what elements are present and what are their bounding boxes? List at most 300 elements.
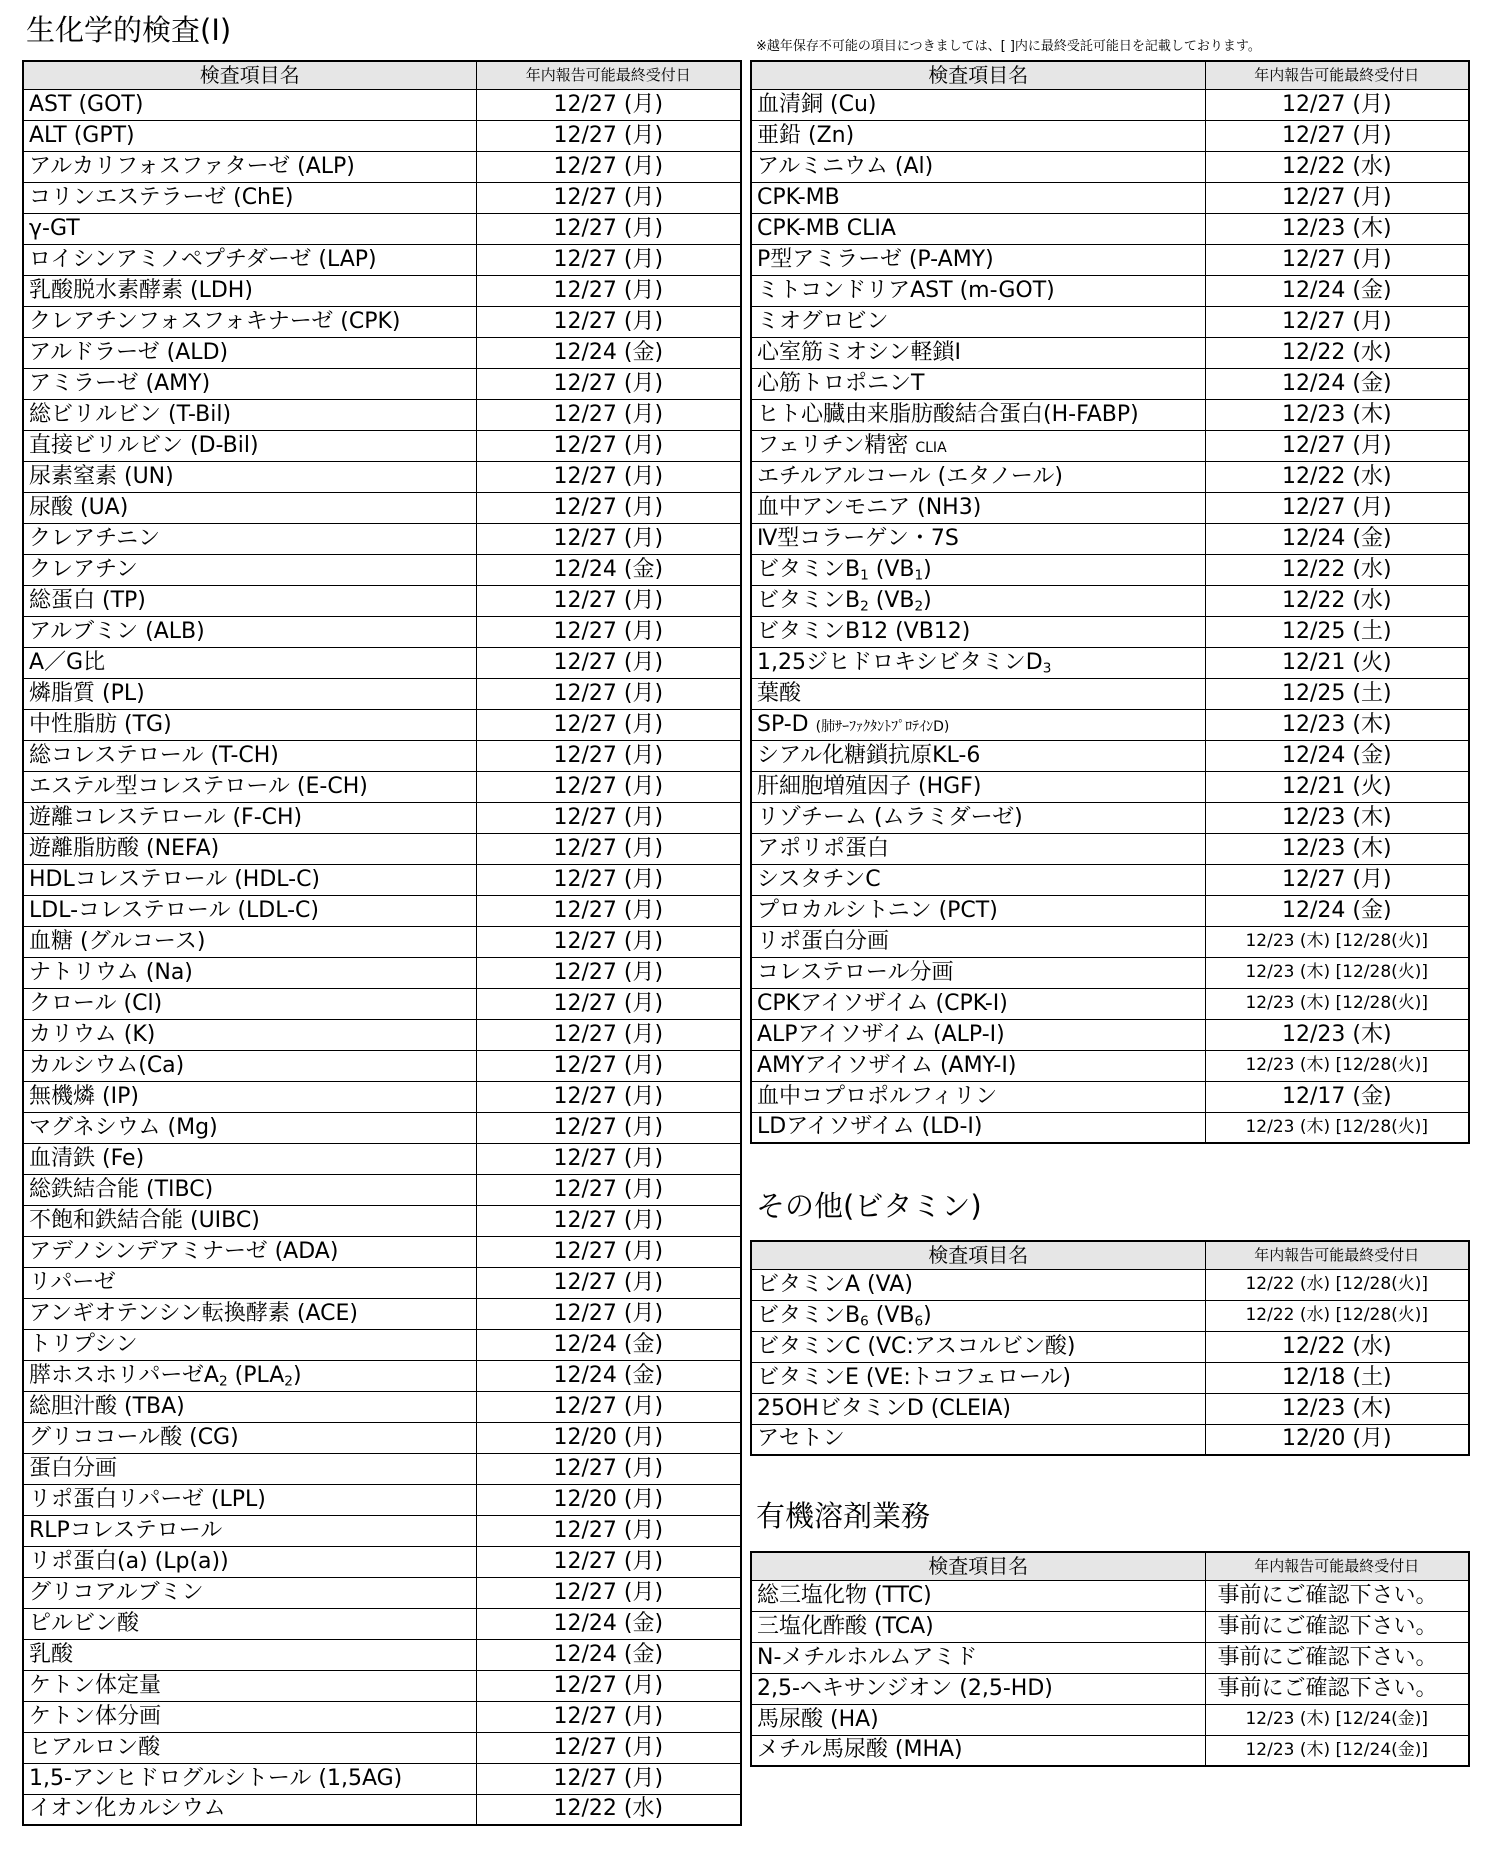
table-row (23, 461, 741, 492)
header-date: 年内報告可能最終受付日 (1205, 1241, 1469, 1269)
table-row (23, 833, 741, 864)
deadline-date: 12/22 (水) (1205, 461, 1469, 492)
table-row (23, 1701, 741, 1732)
table-row (751, 740, 1469, 771)
item-name: ケトン体定量 (23, 1670, 476, 1701)
table-row (23, 182, 741, 213)
item-name: コリンエステラーゼ (ChE) (23, 182, 476, 213)
table-row (23, 1515, 741, 1546)
item-name: ミトコンドリアAST (m-GOT) (751, 275, 1205, 306)
item-name-part: ビタミンB (757, 1302, 861, 1328)
deadline-date: 12/20 (月) (476, 1422, 741, 1453)
header-item: 検査項目名 (751, 61, 1205, 89)
item-name-part: 1,25ジヒドロキシビタミンD (757, 649, 1043, 675)
item-name: LDL-コレステロール (LDL-C) (23, 895, 476, 926)
deadline-date: 12/24 (金) (1205, 368, 1469, 399)
deadline-date: 12/22 (水) (1205, 585, 1469, 616)
item-name: CPKアイソザイム (CPK-Ⅰ) (751, 988, 1205, 1019)
deadline-date: 12/22 (水) (1205, 1331, 1469, 1362)
deadline-date: 12/27 (月) (476, 306, 741, 337)
deadline-date: 12/27 (月) (476, 1112, 741, 1143)
item-name: ケトン体分画 (23, 1701, 476, 1732)
item-name: 乳酸脱水素酵素 (LDH) (23, 275, 476, 306)
item-name: マグネシウム (Mg) (23, 1112, 476, 1143)
subscript: 2 (914, 597, 924, 614)
table-row (23, 1019, 741, 1050)
deadline-date: 12/27 (月) (476, 1763, 741, 1794)
deadline-date: 12/27 (月) (476, 1546, 741, 1577)
table-row (751, 1269, 1469, 1300)
table-row (23, 988, 741, 1019)
item-name: CPK-MB CLIA (751, 213, 1205, 244)
item-name: 葉酸 (751, 678, 1205, 709)
deadline-date: 12/27 (月) (476, 1298, 741, 1329)
item-name: ミオグロビン (751, 306, 1205, 337)
item-name: 血清鉄 (Fe) (23, 1143, 476, 1174)
deadline-date: 12/23 (木) (1205, 802, 1469, 833)
item-name: 馬尿酸 (HA) (751, 1704, 1205, 1735)
table-row (751, 275, 1469, 306)
table-row (751, 926, 1469, 957)
deadline-date: 12/27 (月) (476, 461, 741, 492)
table-row (751, 1642, 1469, 1673)
item-name (23, 1360, 476, 1391)
table-row (23, 1143, 741, 1174)
header-date: 年内報告可能最終受付日 (476, 61, 741, 89)
table-row (751, 895, 1469, 926)
deadline-date: 12/27 (月) (476, 1515, 741, 1546)
deadline-date: 12/27 (月) (476, 182, 741, 213)
table-row (23, 1298, 741, 1329)
item-name: 三塩化酢酸 (TCA) (751, 1611, 1205, 1642)
item-name: リポ蛋白(a) (Lp(a)) (23, 1546, 476, 1577)
deadline-date: 12/25 (土) (1205, 678, 1469, 709)
item-name: アポリポ蛋白 (751, 833, 1205, 864)
item-name: 25OHビタミンD (CLEIA) (751, 1393, 1205, 1424)
table-row (23, 1112, 741, 1143)
item-name: ビタミンB12 (VB12) (751, 616, 1205, 647)
item-name: 不飽和鉄結合能 (UIBC) (23, 1205, 476, 1236)
subscript: 1 (914, 566, 924, 583)
deadline-date: 12/27 (月) (476, 492, 741, 523)
deadline-date: 12/27 (月) (476, 1670, 741, 1701)
deadline-date: 12/27 (月) (476, 616, 741, 647)
item-name-part: (VB (868, 587, 915, 613)
item-name: イオン化カルシウム (23, 1794, 476, 1825)
table-row (751, 1112, 1469, 1143)
deadline-date: 12/25 (土) (1205, 616, 1469, 647)
table-row (751, 1393, 1469, 1424)
deadline-date: 12/27 (月) (1205, 306, 1469, 337)
item-name: P型アミラーゼ (P-AMY) (751, 244, 1205, 275)
item-name: 燐脂質 (PL) (23, 678, 476, 709)
table-row (23, 1267, 741, 1298)
deadline-date: 12/24 (金) (476, 554, 741, 585)
table-row (751, 1611, 1469, 1642)
item-name: ビタミンA (VA) (751, 1269, 1205, 1300)
table-row (751, 1019, 1469, 1050)
deadline-date: 12/27 (月) (476, 678, 741, 709)
vitamin-section-title: その他(ビタミン) (756, 1189, 982, 1223)
item-name: 尿酸 (UA) (23, 492, 476, 523)
table-row (23, 678, 741, 709)
item-name: 中性脂肪 (TG) (23, 709, 476, 740)
table-row (23, 213, 741, 244)
subscript: 2 (860, 597, 869, 614)
item-name: リパーゼ (23, 1267, 476, 1298)
deadline-date: 12/22 (水) [12/28(火)] (1205, 1300, 1469, 1331)
deadline-date: 12/27 (月) (476, 1236, 741, 1267)
item-name: メチル馬尿酸 (MHA) (751, 1735, 1205, 1766)
item-name: Ⅳ型コラーゲン・7S (751, 523, 1205, 554)
table-row (751, 1300, 1469, 1331)
subscript: 6 (860, 1312, 869, 1329)
deadline-date: 12/27 (月) (476, 1143, 741, 1174)
table-row (23, 1329, 741, 1360)
deadline-date: 12/27 (月) (476, 1050, 741, 1081)
item-name: クロール (Cl) (23, 988, 476, 1019)
table-row (23, 1422, 741, 1453)
item-name: エチルアルコール (エタノール) (751, 461, 1205, 492)
item-name: 総鉄結合能 (TIBC) (23, 1174, 476, 1205)
table-row (751, 1331, 1469, 1362)
item-name-note: (肺ｻｰﾌｧｸﾀﾝﾄﾌﾟﾛﾃｲﾝD) (815, 718, 950, 735)
item-name: ロイシンアミノペプチダーゼ (LAP) (23, 244, 476, 275)
item-name: ピルビン酸 (23, 1608, 476, 1639)
deadline-date: 12/27 (月) (476, 89, 741, 120)
deadline-date: 事前にご確認下さい。 (1205, 1580, 1469, 1611)
item-name: 心室筋ミオシン軽鎖Ⅰ (751, 337, 1205, 368)
table-row (751, 1362, 1469, 1393)
item-name: 直接ビリルビン (D-Bil) (23, 430, 476, 461)
table-row (751, 306, 1469, 337)
deadline-date: 12/27 (月) (1205, 864, 1469, 895)
table-row (23, 1236, 741, 1267)
item-name: 2,5-ヘキサンジオン (2,5-HD) (751, 1673, 1205, 1704)
header-date: 年内報告可能最終受付日 (1205, 61, 1469, 89)
table-row (751, 1081, 1469, 1112)
table-row (751, 151, 1469, 182)
main-title: 生化学的検査(Ⅰ) (26, 13, 232, 47)
item-name: 乳酸 (23, 1639, 476, 1670)
deadline-date: 12/23 (木) [12/28(火)] (1205, 957, 1469, 988)
deadline-date: 12/27 (月) (1205, 120, 1469, 151)
item-name: 総胆汁酸 (TBA) (23, 1391, 476, 1422)
table-row (751, 709, 1469, 740)
item-name: 肝細胞増殖因子 (HGF) (751, 771, 1205, 802)
item-name: AST (GOT) (23, 89, 476, 120)
item-name: 遊離コレステロール (F-CH) (23, 802, 476, 833)
deadline-date: 12/27 (月) (476, 647, 741, 678)
table-row (751, 988, 1469, 1019)
deadline-date: 12/27 (月) (476, 895, 741, 926)
item-name: カルシウム(Ca) (23, 1050, 476, 1081)
deadline-date: 12/24 (金) (476, 1329, 741, 1360)
deadline-date: 事前にご確認下さい。 (1205, 1642, 1469, 1673)
table-row (23, 1050, 741, 1081)
item-name: 血清銅 (Cu) (751, 89, 1205, 120)
solvent-table (750, 1551, 1470, 1767)
item-name: 遊離脂肪酸 (NEFA) (23, 833, 476, 864)
deadline-date: 12/27 (月) (1205, 182, 1469, 213)
item-name: シアル化糖鎖抗原KL-6 (751, 740, 1205, 771)
deadline-date: 12/27 (月) (476, 1577, 741, 1608)
deadline-date: 12/23 (木) [12/28(火)] (1205, 1050, 1469, 1081)
subscript: 2 (284, 1372, 293, 1389)
table-row (23, 647, 741, 678)
table-row (23, 244, 741, 275)
deadline-date: 12/24 (金) (1205, 740, 1469, 771)
table-row (751, 461, 1469, 492)
deadline-date: 12/23 (木) (1205, 709, 1469, 740)
table-row (751, 957, 1469, 988)
item-name-note: CLIA (915, 439, 947, 456)
deadline-date: 12/23 (木) [12/24(金)] (1205, 1735, 1469, 1766)
table-row (751, 802, 1469, 833)
deadline-date: 12/23 (木) [12/28(火)] (1205, 926, 1469, 957)
biochem-table-right (750, 60, 1470, 1144)
table-row (23, 523, 741, 554)
table-row (751, 182, 1469, 213)
table-row (23, 89, 741, 120)
deadline-date: 12/20 (月) (476, 1484, 741, 1515)
item-name-part: (VB (868, 556, 915, 582)
item-name: アデノシンデアミナーゼ (ADA) (23, 1236, 476, 1267)
item-name: シスタチンC (751, 864, 1205, 895)
item-name: グリコアルブミン (23, 1577, 476, 1608)
deadline-date: 12/27 (月) (476, 926, 741, 957)
deadline-date: 12/24 (金) (476, 1639, 741, 1670)
item-name: 1,5-アンヒドログルシトール (1,5AG) (23, 1763, 476, 1794)
deadline-date: 12/27 (月) (476, 399, 741, 430)
deadline-date: 12/23 (木) (1205, 1393, 1469, 1424)
table-row (23, 1484, 741, 1515)
table-row (751, 523, 1469, 554)
table-row (23, 1174, 741, 1205)
deadline-date: 12/27 (月) (476, 740, 741, 771)
deadline-date: 12/22 (水) (1205, 151, 1469, 182)
item-name: アンギオテンシン転換酵素 (ACE) (23, 1298, 476, 1329)
deadline-date: 12/27 (月) (476, 244, 741, 275)
item-name: 総蛋白 (TP) (23, 585, 476, 616)
item-name-part: ) (923, 587, 932, 613)
table-row (23, 1670, 741, 1701)
table-row (751, 1704, 1469, 1735)
subscript: 2 (218, 1372, 228, 1389)
table-row (23, 151, 741, 182)
deadline-date: 12/27 (月) (476, 1267, 741, 1298)
item-name: アルカリフォスファターゼ (ALP) (23, 151, 476, 182)
item-name-part: ビタミンB (757, 587, 861, 613)
deadline-date: 12/27 (月) (476, 1391, 741, 1422)
item-name: N-メチルホルムアミド (751, 1642, 1205, 1673)
item-name: 蛋白分画 (23, 1453, 476, 1484)
item-name: 血糖 (グルコース) (23, 926, 476, 957)
deadline-date: 12/27 (月) (476, 430, 741, 461)
deadline-date: 12/27 (月) (1205, 89, 1469, 120)
table-row (23, 1360, 741, 1391)
deadline-date: 12/27 (月) (476, 213, 741, 244)
table-row (751, 616, 1469, 647)
table-row (23, 709, 741, 740)
deadline-date: 12/23 (木) (1205, 399, 1469, 430)
table-row (23, 554, 741, 585)
table-row (23, 740, 741, 771)
deadline-date: 12/27 (月) (1205, 492, 1469, 523)
item-name-part: ) (923, 1302, 932, 1328)
subscript: 6 (914, 1312, 924, 1329)
deadline-date: 12/22 (水) (1205, 337, 1469, 368)
item-name: LDアイソザイム (LD-Ⅰ) (751, 1112, 1205, 1143)
table-row (23, 1391, 741, 1422)
deadline-date: 12/27 (月) (476, 1701, 741, 1732)
item-name: リポ蛋白分画 (751, 926, 1205, 957)
item-name: 総三塩化物 (TTC) (751, 1580, 1205, 1611)
deadline-date: 12/27 (月) (476, 523, 741, 554)
deadline-date: 12/27 (月) (476, 1205, 741, 1236)
item-name: AMYアイソザイム (AMY-Ⅰ) (751, 1050, 1205, 1081)
item-name: アルドラーゼ (ALD) (23, 337, 476, 368)
deadline-date: 12/21 (火) (1205, 771, 1469, 802)
item-name: アセトン (751, 1424, 1205, 1455)
table-row (23, 399, 741, 430)
deadline-date: 12/27 (月) (476, 1732, 741, 1763)
item-name: コレステロール分画 (751, 957, 1205, 988)
table-row (751, 368, 1469, 399)
table-row (751, 554, 1469, 585)
table-row (23, 771, 741, 802)
deadline-date: 12/24 (金) (476, 337, 741, 368)
deadline-date: 12/22 (水) (1205, 554, 1469, 585)
item-name: プロカルシトニン (PCT) (751, 895, 1205, 926)
table-row (751, 89, 1469, 120)
header-date: 年内報告可能最終受付日 (1205, 1552, 1469, 1580)
table-row (23, 1639, 741, 1670)
table-row (751, 1050, 1469, 1081)
item-name: クレアチン (23, 554, 476, 585)
table-row (751, 492, 1469, 523)
item-name-part: ) (292, 1362, 302, 1388)
table-row (23, 1081, 741, 1112)
item-name (751, 1300, 1205, 1331)
item-name-part: ) (923, 556, 932, 582)
deadline-date: 12/17 (金) (1205, 1081, 1469, 1112)
item-name: 血中アンモニア (NH3) (751, 492, 1205, 523)
item-name: RLPコレステロール (23, 1515, 476, 1546)
item-name: トリプシン (23, 1329, 476, 1360)
table-row (23, 1732, 741, 1763)
deadline-date: 12/20 (月) (1205, 1424, 1469, 1455)
table-row (751, 1424, 1469, 1455)
table-row (23, 120, 741, 151)
item-name: ヒト心臓由来脂肪酸結合蛋白(H-FABP) (751, 399, 1205, 430)
deadline-date: 12/27 (月) (476, 1453, 741, 1484)
item-name (751, 430, 1205, 461)
table-row (23, 306, 741, 337)
table-row (751, 399, 1469, 430)
table-row (23, 492, 741, 523)
deadline-date: 12/27 (月) (1205, 244, 1469, 275)
deadline-date: 12/27 (月) (476, 988, 741, 1019)
item-name: ALPアイソザイム (ALP-Ⅰ) (751, 1019, 1205, 1050)
table-row (751, 585, 1469, 616)
deadline-date: 12/21 (火) (1205, 647, 1469, 678)
deadline-date: 12/27 (月) (476, 957, 741, 988)
item-name: CPK-MB (751, 182, 1205, 213)
deadline-date: 12/23 (木) [12/28(火)] (1205, 988, 1469, 1019)
item-name: リポ蛋白リパーゼ (LPL) (23, 1484, 476, 1515)
item-name-part: フェリチン精密 (757, 432, 916, 458)
deadline-date: 12/27 (月) (1205, 430, 1469, 461)
item-name (751, 585, 1205, 616)
table-row (751, 213, 1469, 244)
deadline-date: 12/23 (木) [12/28(火)] (1205, 1112, 1469, 1143)
table-row (751, 1673, 1469, 1704)
subscript: 1 (860, 566, 869, 583)
item-name: HDLコレステロール (HDL-C) (23, 864, 476, 895)
item-name: クレアチニン (23, 523, 476, 554)
table-row (23, 616, 741, 647)
table-row (23, 1453, 741, 1484)
solvent-section-title: 有機溶剤業務 (756, 1499, 931, 1533)
table-row (23, 1577, 741, 1608)
item-name: 尿素窒素 (UN) (23, 461, 476, 492)
item-name: アルミニウム (Al) (751, 151, 1205, 182)
item-name-part: 膵ホスホリパーゼA (29, 1362, 219, 1388)
table-row (23, 864, 741, 895)
item-name-part: SP-D (757, 711, 816, 737)
table-row (751, 771, 1469, 802)
table-row (751, 678, 1469, 709)
item-name: ナトリウム (Na) (23, 957, 476, 988)
item-name (751, 709, 1205, 740)
deadline-date: 12/27 (月) (476, 709, 741, 740)
deadline-date: 12/23 (木) (1205, 833, 1469, 864)
item-name (751, 647, 1205, 678)
table-row (751, 1580, 1469, 1611)
deadline-date: 12/23 (木) [12/24(金)] (1205, 1704, 1469, 1735)
deadline-date: 12/27 (月) (476, 771, 741, 802)
deadline-date: 12/24 (金) (1205, 523, 1469, 554)
item-name: 総ビリルビン (T-Bil) (23, 399, 476, 430)
table-row (23, 1763, 741, 1794)
table-row (751, 864, 1469, 895)
table-row (751, 244, 1469, 275)
table-row (23, 957, 741, 988)
item-name: γ-GT (23, 213, 476, 244)
deadline-date: 12/27 (月) (476, 1174, 741, 1205)
deadline-date: 12/27 (月) (476, 275, 741, 306)
table-row (751, 120, 1469, 151)
table-row (751, 833, 1469, 864)
item-name: 心筋トロポニンT (751, 368, 1205, 399)
deadline-date: 12/27 (月) (476, 1019, 741, 1050)
biochem-table-left (22, 60, 742, 1826)
deadline-date: 12/27 (月) (476, 151, 741, 182)
item-name: 亜鉛 (Zn) (751, 120, 1205, 151)
item-name-part: ビタミンB (757, 556, 861, 582)
table-row (751, 1735, 1469, 1766)
table-row (23, 1205, 741, 1236)
item-name: グリココール酸 (CG) (23, 1422, 476, 1453)
deadline-date: 12/27 (月) (476, 585, 741, 616)
vitamin-table (750, 1240, 1470, 1456)
deadline-date: 12/24 (金) (1205, 275, 1469, 306)
table-row (23, 368, 741, 399)
deadline-date: 12/22 (水) (476, 1794, 741, 1825)
deadline-date: 12/27 (月) (476, 368, 741, 399)
item-name: アルブミン (ALB) (23, 616, 476, 647)
